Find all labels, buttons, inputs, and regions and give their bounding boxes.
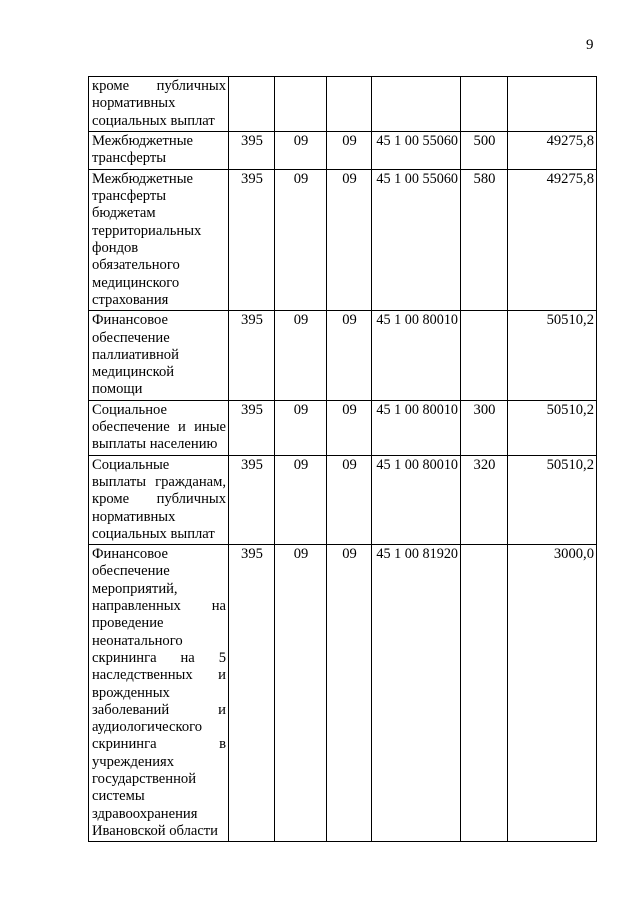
item-name-line: наследственных и [92, 667, 226, 684]
cell-expense-type: 500 [461, 131, 508, 169]
item-name-line: Социальное [92, 401, 167, 418]
item-name-line: скрининга в [92, 736, 226, 753]
cell-subsection: 09 [327, 545, 372, 842]
item-name-line: мероприятий, [92, 580, 178, 597]
item-name-line: выплаты населению [92, 436, 218, 453]
cell-grbs: 395 [229, 400, 275, 455]
cell-item-name [89, 77, 229, 132]
item-name-line: медицинского [92, 274, 180, 291]
item-name-line: Финансовое [92, 546, 168, 563]
cell-subsection [327, 77, 372, 132]
item-name-line: трансферты [92, 150, 167, 167]
item-name-line: нормативных [92, 508, 176, 525]
item-name-line: социальных выплат [92, 525, 215, 542]
cell-section: 09 [275, 455, 327, 544]
cell-grbs: 395 [229, 169, 275, 310]
cell-expense-type [461, 311, 508, 400]
cell-item-name [89, 400, 229, 455]
cell-section: 09 [275, 400, 327, 455]
item-name-line: направленных на [92, 598, 226, 615]
cell-grbs: 395 [229, 131, 275, 169]
item-name-line: страхования [92, 291, 169, 308]
cell-section: 09 [275, 169, 327, 310]
cell-amount: 50510,2 [508, 400, 597, 455]
item-name-line: бюджетам [92, 205, 156, 222]
cell-item-name [89, 455, 229, 544]
cell-item-name [89, 169, 229, 310]
cell-target-article: 45 1 00 55060 [372, 169, 461, 310]
item-name-line: нормативных [92, 95, 176, 112]
item-name-line: обеспечение [92, 563, 170, 580]
cell-target-article: 45 1 00 81920 [372, 545, 461, 842]
cell-subsection: 09 [327, 455, 372, 544]
table-body [89, 77, 597, 842]
cell-target-article: 45 1 00 55060 [372, 131, 461, 169]
item-name-line: выплаты гражданам, [92, 473, 226, 490]
cell-amount: 50510,2 [508, 311, 597, 400]
cell-amount [508, 77, 597, 132]
item-name-line: здравоохранения [92, 805, 198, 822]
item-name-line: обеспечение [92, 329, 170, 346]
item-name-line: системы [92, 788, 145, 805]
item-name-line: заболеваний и [92, 701, 226, 718]
cell-grbs: 395 [229, 455, 275, 544]
cell-target-article: 45 1 00 80010 [372, 311, 461, 400]
cell-subsection: 09 [327, 131, 372, 169]
item-name-line: государственной [92, 770, 197, 787]
cell-amount: 49275,8 [508, 169, 597, 310]
item-name-line: Ивановской области [92, 822, 218, 839]
item-name-line: врожденных [92, 684, 170, 701]
table-row [89, 131, 597, 169]
table-row [89, 169, 597, 310]
item-name-line: медицинской [92, 364, 175, 381]
cell-amount: 3000,0 [508, 545, 597, 842]
table-row [89, 400, 597, 455]
cell-subsection: 09 [327, 400, 372, 455]
cell-expense-type [461, 545, 508, 842]
cell-grbs: 395 [229, 311, 275, 400]
cell-item-name [89, 311, 229, 400]
cell-item-name [89, 545, 229, 842]
item-name-line: обеспечение и иные [92, 419, 226, 436]
item-name-line: учреждениях [92, 753, 175, 770]
item-name-line: фондов [92, 240, 139, 257]
item-name-line: помощи [92, 381, 143, 398]
cell-section: 09 [275, 131, 327, 169]
cell-subsection: 09 [327, 311, 372, 400]
cell-section [275, 77, 327, 132]
item-name-line: кроме публичных [92, 78, 226, 94]
item-name-line: кроме публичных [92, 491, 226, 508]
cell-expense-type: 300 [461, 400, 508, 455]
item-name-line: паллиативной [92, 346, 179, 363]
cell-section: 09 [275, 311, 327, 400]
cell-subsection: 09 [327, 169, 372, 310]
cell-amount: 50510,2 [508, 455, 597, 544]
table-row [89, 311, 597, 400]
table-row [89, 545, 597, 842]
cell-target-article [372, 77, 461, 132]
item-name-line: неонатального [92, 632, 183, 649]
cell-target-article: 45 1 00 80010 [372, 400, 461, 455]
table-row [89, 455, 597, 544]
item-name-line: проведение [92, 615, 164, 632]
item-name-line: территориальных [92, 222, 202, 239]
item-name-line: Финансовое [92, 312, 168, 329]
item-name-line: Социальные [92, 456, 170, 473]
cell-grbs [229, 77, 275, 132]
cell-grbs: 395 [229, 545, 275, 842]
cell-expense-type [461, 77, 508, 132]
budget-table [88, 76, 597, 842]
item-name-line: скрининга на 5 [92, 649, 226, 666]
item-name-line: Межбюджетные [92, 132, 194, 149]
cell-section: 09 [275, 545, 327, 842]
item-name-line: Межбюджетные [92, 170, 194, 187]
cell-item-name [89, 131, 229, 169]
cell-expense-type: 580 [461, 169, 508, 310]
table-row [89, 77, 597, 132]
item-name-line: трансферты [92, 188, 167, 205]
item-name-line: обязательного [92, 257, 180, 274]
item-name-line: аудиологического [92, 719, 203, 736]
cell-target-article: 45 1 00 80010 [372, 455, 461, 544]
page-number: 9 [586, 37, 594, 53]
item-name-line: социальных выплат [92, 112, 215, 129]
cell-amount: 49275,8 [508, 131, 597, 169]
cell-expense-type: 320 [461, 455, 508, 544]
